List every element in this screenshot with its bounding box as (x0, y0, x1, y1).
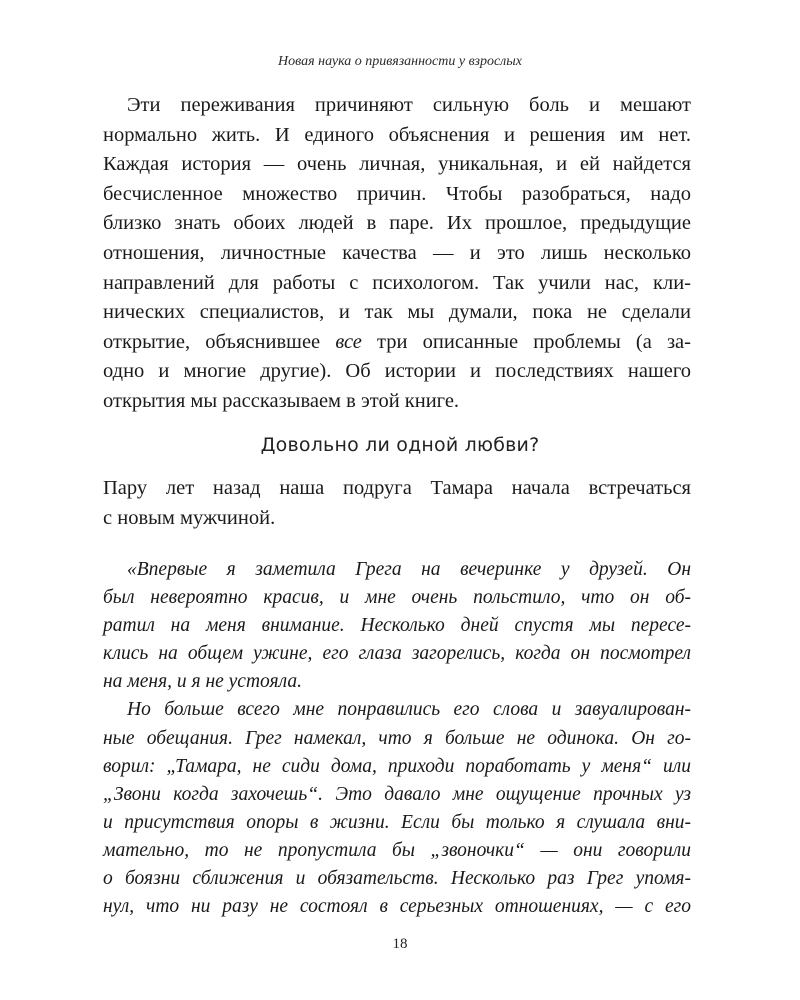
text-line: одно и многие другие). Об истории и последствиях нашего (103, 360, 691, 383)
emphasis-word: все (335, 330, 362, 353)
quote-line: на меня, и я не устояла. (103, 671, 302, 693)
quote-line: Но больше всего мне понравились его слова и завуалирован- (127, 699, 691, 721)
text-run: открытие, объяснившее (103, 330, 336, 353)
section-heading: Довольно ли одной любви? (260, 434, 540, 456)
text-line: нических специалистов, и так мы думали, пока не сделали (103, 301, 691, 324)
quote-line: о боязни сближения и обязательств. Несколько раз Грег упомя- (103, 868, 691, 890)
quote-line: «Впервые я заметила Грега на вечеринке у друзей. Он (127, 559, 691, 580)
quote-line: нул, что ни разу не состоял в серьезных отношениях, — с его (103, 896, 691, 918)
text-line: бесчисленное множество причин. Чтобы разобраться, надо (103, 182, 691, 205)
text-line: Пару лет назад наша подруга Тамара начала встречаться (103, 477, 691, 499)
quote-block (103, 556, 691, 921)
page-number: 18 (392, 936, 408, 952)
text-line: Каждая история — очень личная, уникальная, и ей найдется (103, 153, 691, 176)
lead-paragraph (103, 474, 691, 533)
quote-line: мательно, то не пропустила бы „звоночки“ — они говорили (103, 839, 691, 861)
quote-line: клись на общем ужине, его глаза загорелись, когда он посмотрел (103, 643, 691, 665)
text-line: близко знать обоих людей в паре. Их прошлое, предыдущие (103, 212, 691, 235)
running-head: Новая наука о привязанности у взрослых (278, 54, 522, 69)
quote-line: „Звони когда захочешь“. Это давало мне ощущение прочных уз (103, 783, 691, 805)
quote-line: ворил: „Тамара, не сиди дома, приходи поработать у меня“ или (103, 755, 691, 777)
text-line: открытия мы рассказываем в этой книге. (103, 389, 460, 412)
text-line: отношения, личностные качества — и это лишь несколько (103, 241, 691, 264)
intro-paragraph (103, 91, 691, 417)
text-run: три описанные проблемы (а за- (361, 330, 691, 353)
text-line: с новым мужчиной. (103, 506, 276, 529)
text-line: Эти переживания причиняют сильную боль и мешают (127, 94, 691, 116)
quote-line: ратил на меня внимание. Несколько дней спустя мы пересе- (103, 615, 691, 637)
quote-line: и присутствия опоры в жизни. Если бы только я слушала вни- (103, 811, 691, 833)
quote-line: ные обещания. Грег намекал, что я больше не одинока. Он го- (103, 727, 691, 749)
text-line: направлений для работы с психологом. Так учили нас, кли- (103, 271, 691, 294)
text-line-with-emphasis (103, 328, 691, 358)
text-line: нормально жить. И единого объяснения и решения им нет. (103, 123, 691, 146)
quote-line: был невероятно красив, и мне очень польстило, что он об- (103, 587, 691, 609)
